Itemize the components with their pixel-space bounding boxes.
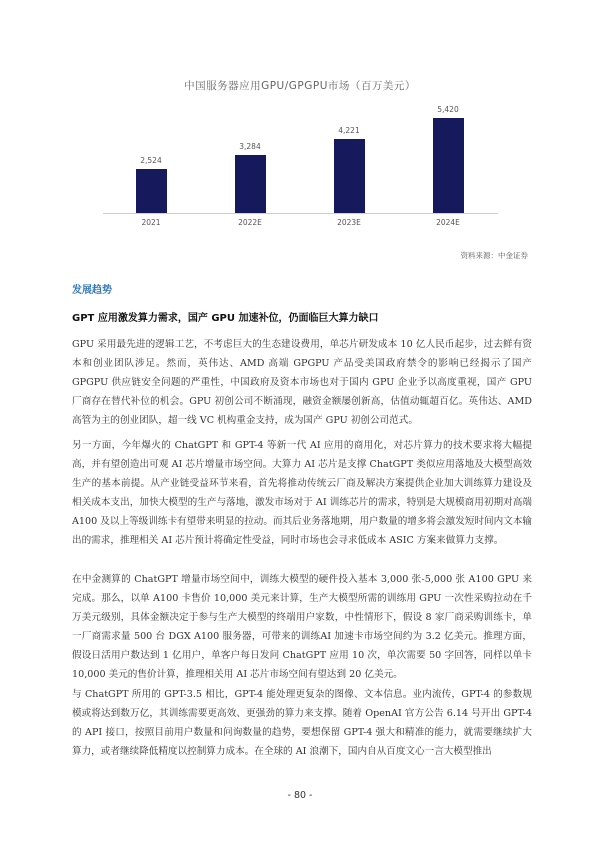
category-label: 2021: [141, 218, 161, 227]
x-axis-line: [103, 213, 498, 214]
bar-value-label: 2,524: [140, 156, 162, 165]
page-number: - 80 -: [287, 790, 313, 801]
bar-chart: [100, 70, 500, 230]
section-subheading: GPT 应用激发算力需求，国产 GPU 加速补位，仍面临巨大算力缺口: [72, 313, 379, 324]
bar-value-label: 4,221: [338, 126, 360, 135]
category-label: 2024E: [436, 218, 460, 227]
section-heading: 发展趋势: [72, 285, 112, 296]
paragraph-4: 与 ChatGPT 所用的 GPT-3.5 相比，GPT-4 能处理更复杂的图像、文本信息。业内流传，GPT-4 的参数规模或将达到数万亿，其训练需要更高效、更强劲的算力来支撑。随着 OpenAI 官方公告 6.14 号开出 GPT-4 的 API 接口，按照目前用户数量和问询数量的趋势，要想保留 GPT-4 强大和精准的能力，就需要继续扩大算力，或者继续降低精度以控制算力成本。在全球的 AI 浪潮下，国内自从百度文心一言大模型推出: [72, 689, 532, 757]
bar-2021: [136, 169, 167, 213]
bar-2024e: [433, 118, 464, 213]
paragraph-1: GPU 采用最先进的逻辑工艺，不考虑巨大的生态建设费用，单芯片研发成本 10 亿人民币起步，过去鲜有资本和创业团队涉足。然而，英伟达、AMD 高端 GPGPU 产品受美国政府禁令的影响已经揭示了国产 GPGPU 供应链安全问题的严重性，中国政府及资本市场也对于国内 GPU 企业予以高度重视，国产 GPU 厂商存在替代补位的机会。GPU 初创公司不断涌现，融资金额屡创新高，估值动辄超百亿。英伟达、AMD 高管为主的创业团队，超一线 VC 机构重金支持，成为国产 GPU 初创公司范式。: [72, 339, 532, 426]
paragraph-2: 另一方面，今年爆火的 ChatGPT 和 GPT-4 等新一代 AI 应用的商用化，对芯片算力的技术要求将大幅提高，并有望创造出可观 AI 芯片增量市场空间。大算力 AI 芯片是支撑 ChatGPT 类似应用落地及大模型高效生产的基本前提。从产业链受益环节来看，首先将推动传统云厂商及解决方案提供企业加大训练算力建设及相关成本支出，加快大模型的生产与落地，激发市场对于 AI 训练芯片的需求，特别是大规模商用初期对高端 A100 及以上等级训练卡有望带来明显的拉动。而其后业务落地期，用户数量的增多将会激发短时间内文本输出的需求，推理相关 AI 芯片预计将确定性受益，同时市场也会寻求低成本 ASIC 方案来做算力支撑。: [72, 440, 533, 546]
bar-2023e: [334, 139, 365, 213]
bar-value-label: 3,284: [239, 142, 261, 151]
paragraph-3: 在中金测算的 ChatGPT 增量市场空间中，训练大模型的硬件投入基本 3,000 张-5,000 张 A100 GPU 来完成。那么，以单 A100 卡售价 10,000 美元来计算，生产大模型所需的训练用 GPU 一次性采购拉动在千万美元级别，具体金额决定于参与生产大模型的终端用户家数，中性情形下，假设 8 家厂商采购训练卡，单一厂商需求量 500 台 DGX A100 服务器，可带来的训练AI 加速卡市场空间约为 3.2 亿美元。推理方面，假设日活用户数达到 1 亿用户，单客户每日发问 ChatGPT 应用 10 次，单次需要 50 字回答，同样以单卡 10,000 美元的售价计算，推理相关用 AI 芯片市场空间有望达到 20 亿美元。: [72, 574, 532, 680]
bar-value-label: 5,420: [437, 105, 459, 114]
category-label: 2023E: [337, 218, 361, 227]
category-label: 2022E: [238, 218, 262, 227]
chart-title: 中国服务器应用GPU/GPGPU市场（百万美元）: [184, 80, 416, 92]
bar-2022e: [235, 155, 266, 213]
chart-source: 资料来源：中金证券: [460, 251, 528, 260]
